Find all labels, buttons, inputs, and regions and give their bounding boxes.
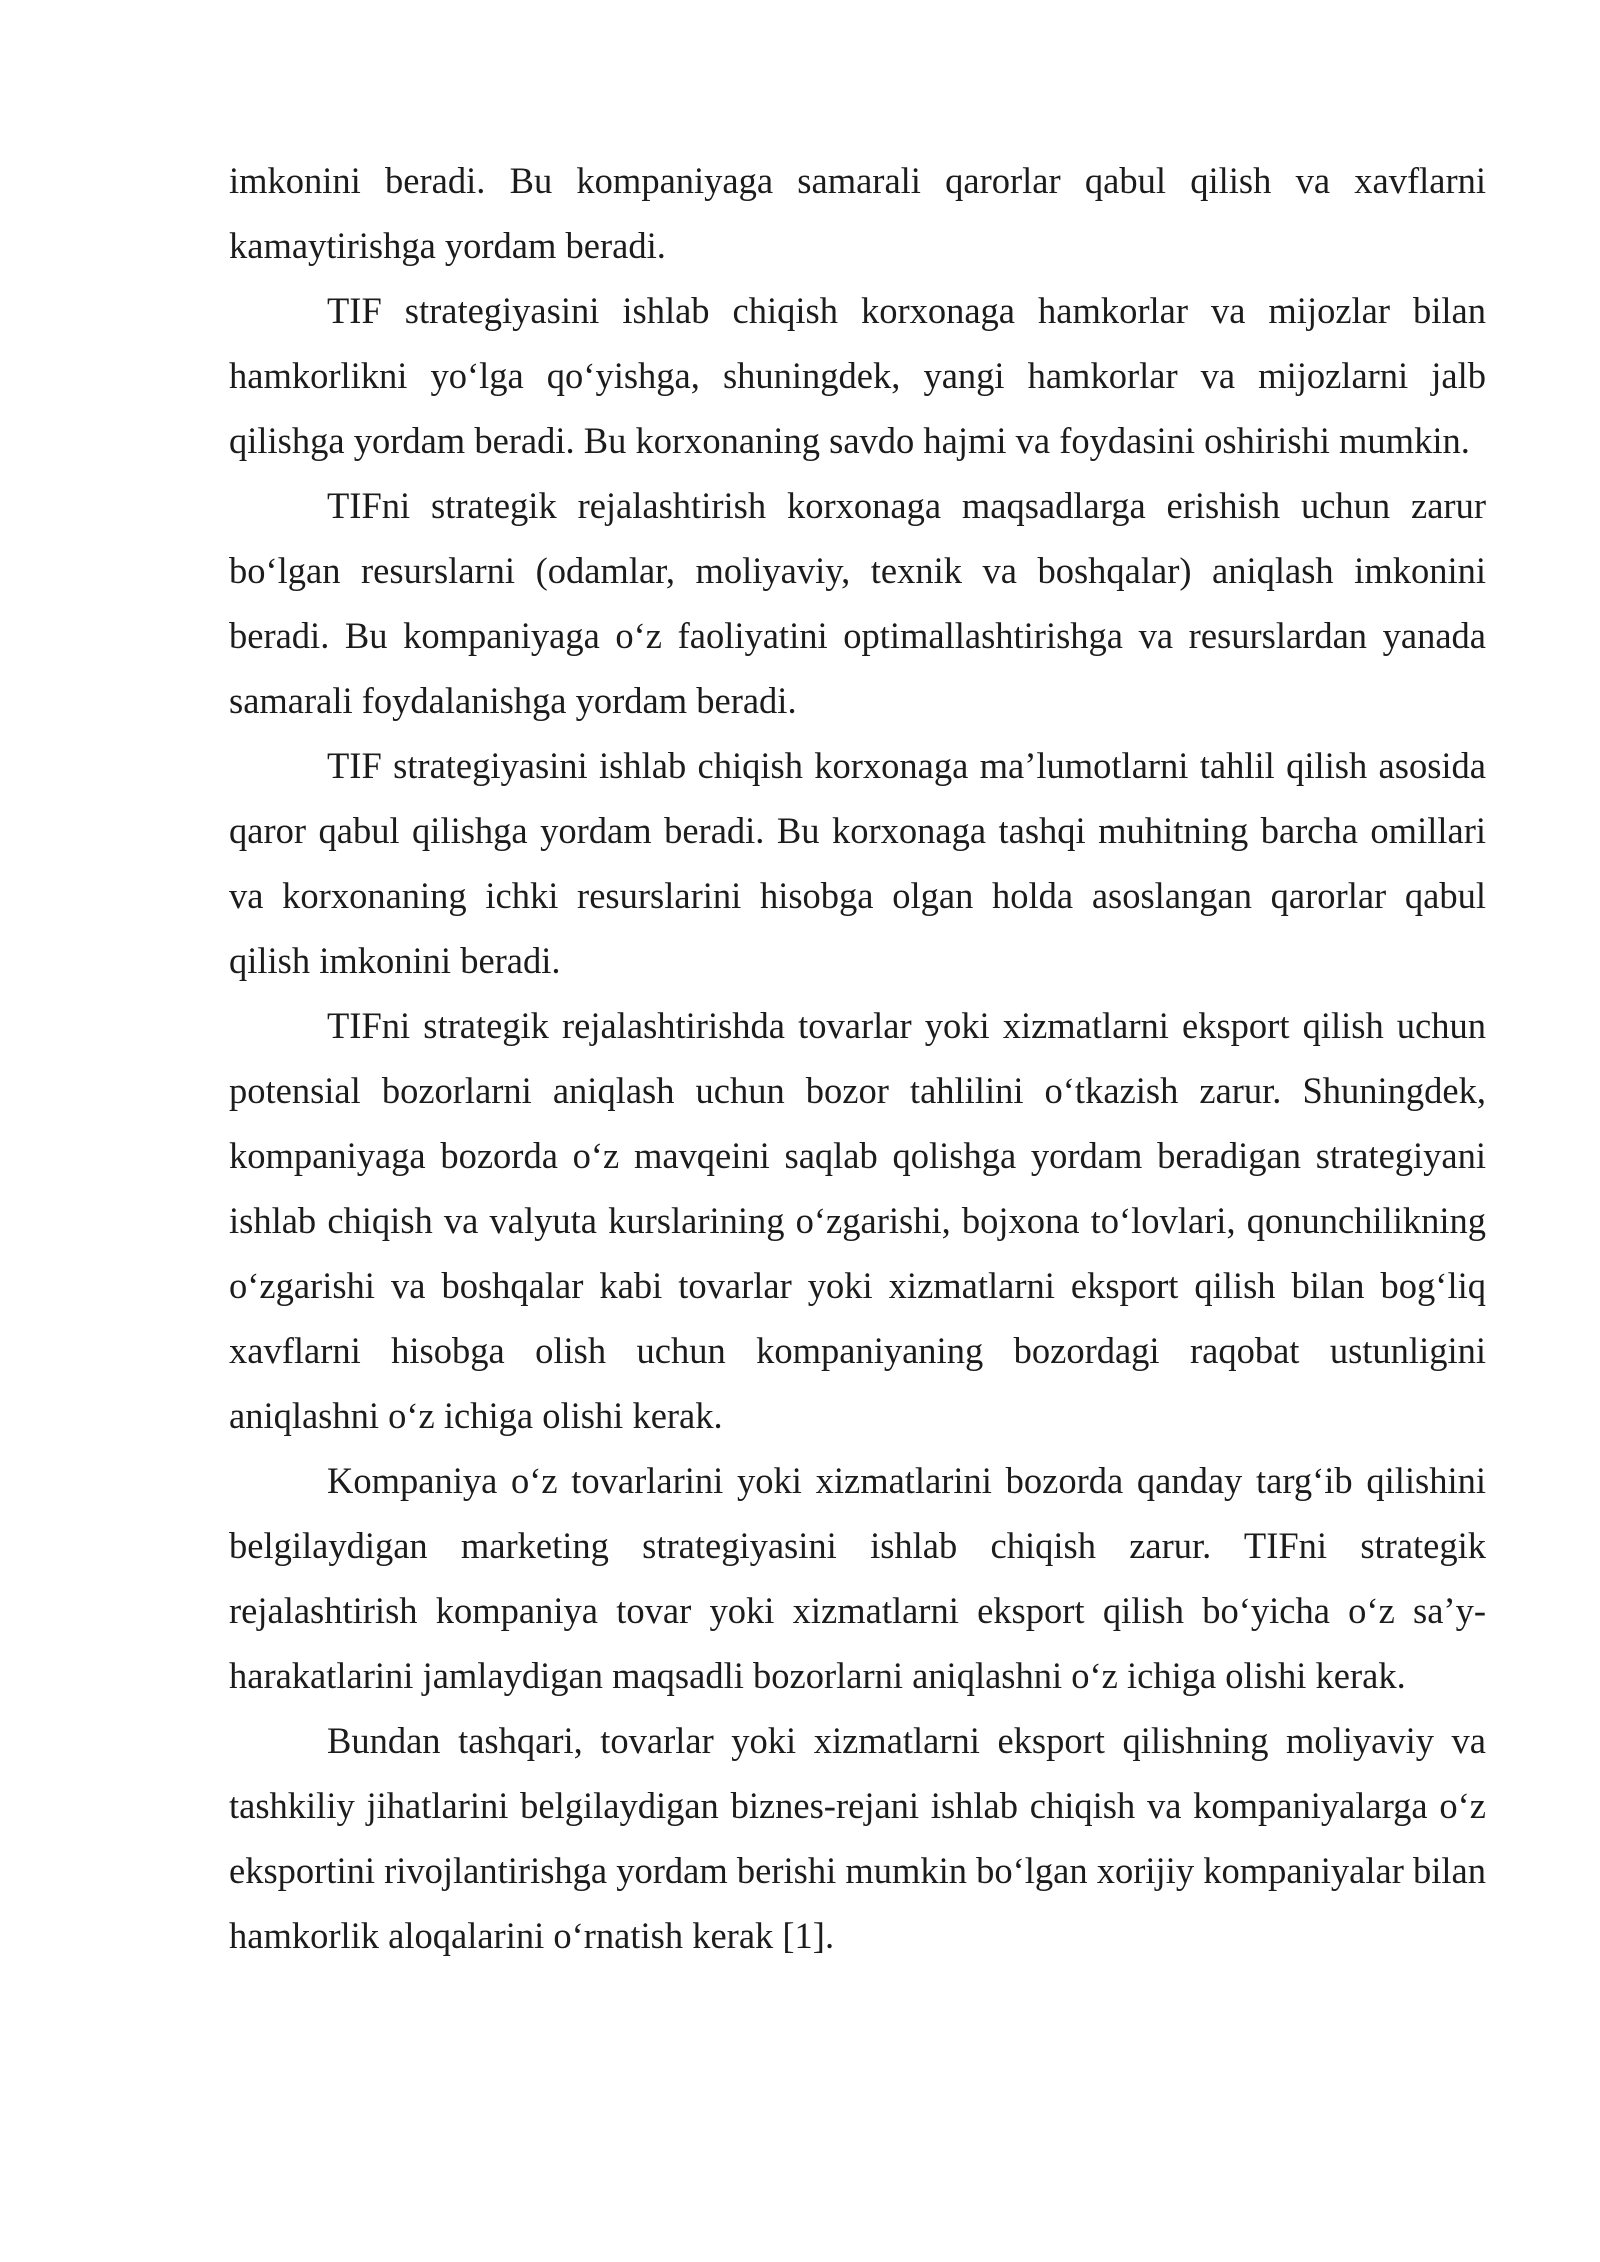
paragraph: TIFni strategik rejalashtirishda tovarlar yoki xizmatlarni eksport qilish uchun potensial bozorlarni aniqlash uchun bozor tahlilini o‘tkazish zarur. Shuningdek, kompaniyaga bozorda o‘z mavqeini saqlab qolishga yordam beradigan strategiyani ishlab chiqish va valyuta kurslarining o‘zgarishi, bojxona to‘lovlari, qonunchilikning o‘zgarishi va boshqalar kabi tovarlar yoki xizmatlarni eksport qilish bilan bog‘liq xavflarni hisobga olish uchun kompaniyaning bozordagi raqobat ustunligini aniqlashni o‘z ichiga olishi kerak.: [229, 1005, 1486, 1436]
paragraph-continuation: imkonini beradi. Bu kompaniyaga samarali qarorlar qabul qilish va xavflarni kamaytirishga yordam beradi.: [229, 160, 1486, 266]
paragraph: TIF strategiyasini ishlab chiqish korxonaga ma’lumotlarni tahlil qilish asosida qaror qabul qilishga yordam beradi. Bu korxonaga tashqi muhitning barcha omillari va korxonaning ichki resurslarini hisobga olgan holda asoslangan qarorlar qabul qilish imkonini beradi.: [229, 745, 1486, 981]
paragraph: TIFni strategik rejalashtirish korxonaga maqsadlarga erishish uchun zarur bo‘lgan resurslarni (odamlar, moliyaviy, texnik va boshqalar) aniqlash imkonini beradi. Bu kompaniyaga o‘z faoliyatini optimallashtirishga va resurslardan yanada samarali foydalanishga yordam beradi.: [229, 485, 1486, 721]
paragraph: TIF strategiyasini ishlab chiqish korxonaga hamkorlar va mijozlar bilan hamkorlikni yo‘lga qo‘yishga, shuningdek, yangi hamkorlar va mijozlarni jalb qilishga yordam beradi. Bu korxonaning savdo hajmi va foydasini oshirishi mumkin.: [229, 290, 1486, 461]
paragraph: Kompaniya o‘z tovarlarini yoki xizmatlarini bozorda qanday targ‘ib qilishini belgilaydigan marketing strategiyasini ishlab chiqish zarur. TIFni strategik rejalashtirish kompaniya tovar yoki xizmatlarni eksport qilish bo‘yicha o‘z sa’y-harakatlarini jamlaydigan maqsadli bozorlarni aniqlashni o‘z ichiga olishi kerak.: [229, 1460, 1486, 1696]
paragraph: Bundan tashqari, tovarlar yoki xizmatlarni eksport qilishning moliyaviy va tashkiliy jihatlarini belgilaydigan biznes-rejani ishlab chiqish va kompaniyalarga o‘z eksportini rivojlantirishga yordam berishi mumkin bo‘lgan xorijiy kompaniyalar bilan hamkorlik aloqalarini o‘rnatish kerak [1].: [229, 1720, 1486, 1956]
body-text: [229, 148, 1486, 1968]
